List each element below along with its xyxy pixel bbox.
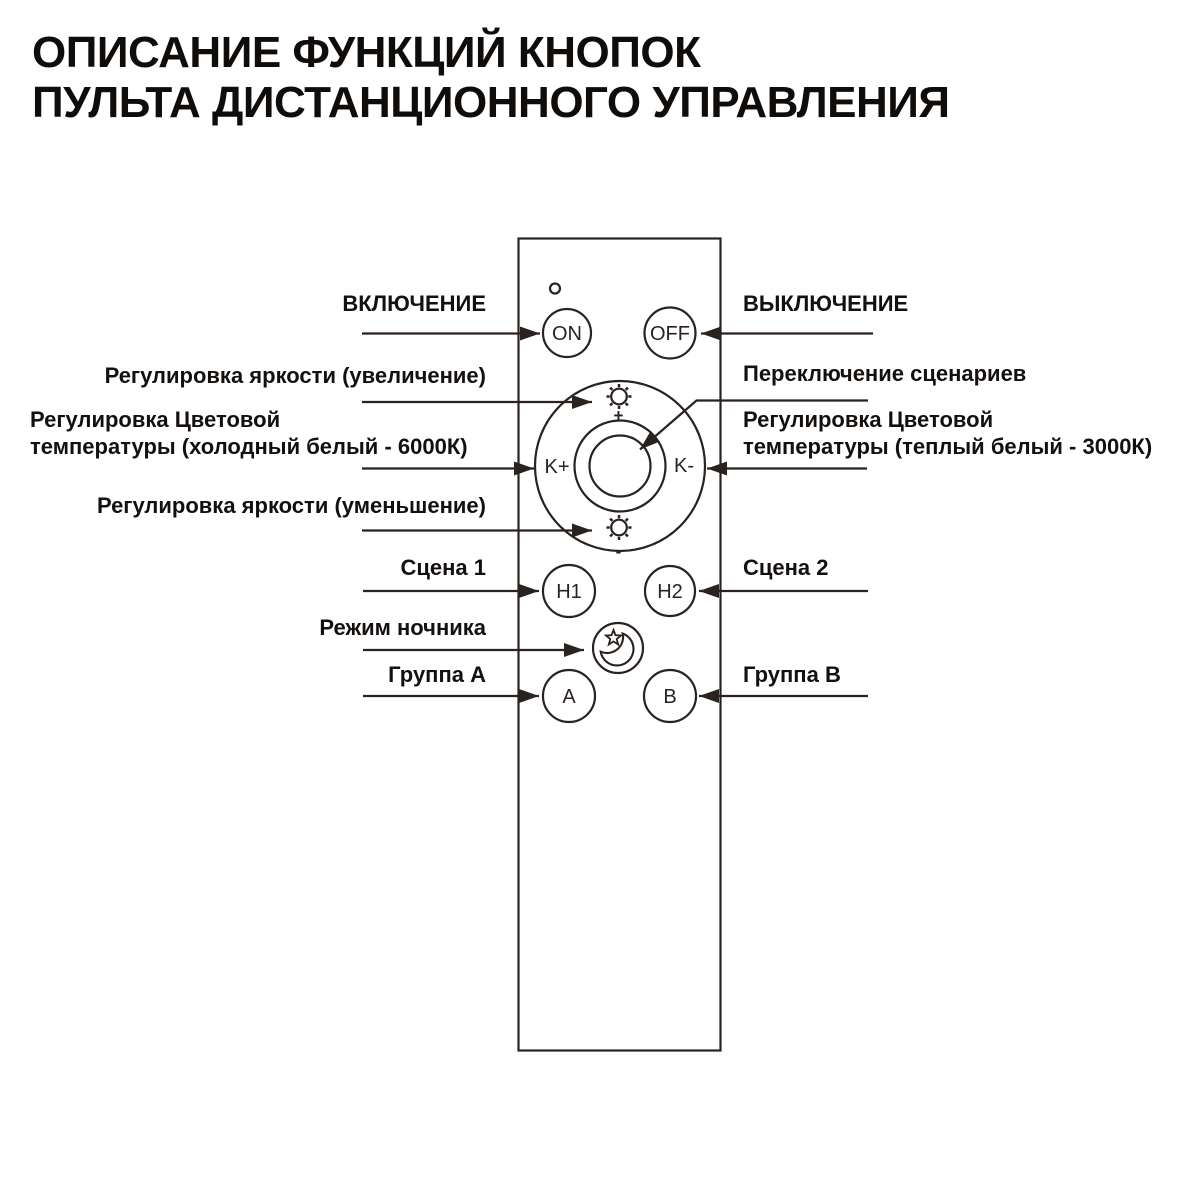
label-cct-cold bbox=[30, 406, 468, 460]
off-button[interactable] bbox=[645, 308, 696, 359]
label-scene-2: Сцена 2 bbox=[743, 555, 829, 580]
brightness-plus-symbol: + bbox=[613, 406, 624, 425]
k-plus-label[interactable]: K+ bbox=[544, 456, 570, 478]
label-power-on: ВКЛЮЧЕНИЕ bbox=[342, 291, 486, 316]
label-cct-warm bbox=[743, 406, 1152, 460]
scene2-button-label[interactable]: H2 bbox=[657, 581, 683, 603]
label-cct-warm-line2: температуры (теплый белый - 3000К) bbox=[743, 434, 1153, 459]
label-group-a: Группа А bbox=[388, 662, 486, 687]
label-group-b: Группа В bbox=[743, 662, 841, 687]
label-cct-cold-line2: температуры (холодный белый - 6000К) bbox=[30, 434, 468, 459]
power-led-icon bbox=[550, 284, 560, 294]
scene2-button[interactable] bbox=[645, 566, 695, 616]
brightness-minus-symbol: - bbox=[615, 542, 622, 561]
night-mode-button[interactable] bbox=[593, 623, 643, 673]
group-a-button-label[interactable]: A bbox=[562, 686, 576, 708]
group-a-button[interactable] bbox=[543, 670, 595, 722]
label-cct-cold-line1: Регулировка Цветовой bbox=[30, 407, 281, 432]
label-power-off: ВЫКЛЮЧЕНИЕ bbox=[743, 291, 909, 316]
group-b-button[interactable] bbox=[644, 670, 696, 722]
group-b-button-label[interactable]: B bbox=[663, 686, 677, 708]
page-title-line1: ОПИСАНИЕ ФУНКЦИЙ КНОПОК bbox=[32, 28, 701, 77]
dial[interactable] bbox=[535, 381, 705, 561]
label-scene-switch: Переключение сценариев bbox=[743, 361, 1027, 386]
label-night-mode: Режим ночника bbox=[319, 615, 486, 640]
label-brightness-up: Регулировка яркости (увеличение) bbox=[104, 363, 486, 388]
label-brightness-down: Регулировка яркости (уменьшение) bbox=[96, 493, 486, 518]
scene1-button-label[interactable]: H1 bbox=[556, 581, 582, 603]
label-cct-warm-line1: Регулировка Цветовой bbox=[743, 407, 994, 432]
scene1-button[interactable] bbox=[543, 565, 595, 617]
on-button-label[interactable]: ON bbox=[552, 323, 582, 345]
label-scene-1: Сцена 1 bbox=[400, 555, 486, 580]
on-button[interactable] bbox=[543, 309, 591, 357]
dial-center-button[interactable] bbox=[590, 436, 651, 497]
page-title-line2: ПУЛЬТА ДИСТАНЦИОННОГО УПРАВЛЕНИЯ bbox=[32, 78, 950, 127]
off-button-label[interactable]: OFF bbox=[650, 323, 690, 345]
k-minus-label[interactable]: K- bbox=[674, 455, 694, 477]
